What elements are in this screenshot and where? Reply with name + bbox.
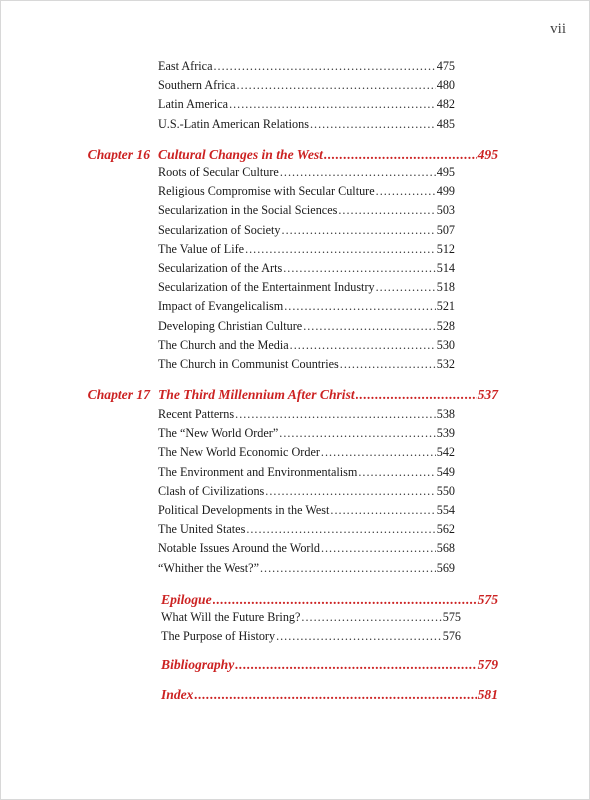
index-page: 581 [477,687,498,702]
toc-entry: “Whither the West?” ..... 569 [158,561,455,580]
toc-entry: The Environment and Environmentalism ..... 549 [158,465,455,484]
toc-entry: Secularization in the Social Sciences ..... 503 [158,203,455,222]
toc-entry: The Church and the Media ..... 530 [158,338,455,357]
chapter-16-label: Chapter 16 [87,147,150,162]
toc-entry: U.S.-Latin American Relations ..... 485 [158,117,455,136]
page-number: vii [550,21,566,37]
chapter-16-title: Cultural Changes in the West [158,147,323,162]
bibliography-heading [161,657,498,673]
toc-entry: Southern Africa ..... 480 [158,78,455,97]
chapter-17-label: Chapter 17 [87,387,150,402]
toc-entry: The Value of Life ..... 512 [158,242,455,261]
toc-entry: The New World Economic Order ..... 542 [158,445,455,464]
toc-entry: Developing Christian Culture ..... 528 [158,319,455,338]
toc-entry: Clash of Civilizations ..... 550 [158,484,455,503]
toc-entry: What Will the Future Bring? ..... 575 [161,610,461,629]
epilogue-heading [161,592,498,608]
chapter-16-entries [158,165,455,376]
toc-section-continuation [158,59,455,136]
bibliography-page: 579 [477,657,498,672]
bibliography-title: Bibliography [161,657,235,672]
epilogue-title: Epilogue [161,592,212,607]
toc-entry: The “New World Order” ..... 539 [158,426,455,445]
toc-entry: The United States ..... 562 [158,522,455,541]
index-title: Index [161,687,194,702]
toc-entry: Secularization of Society ..... 507 [158,223,455,242]
toc-entry: Latin America ..... 482 [158,97,455,116]
toc-entry: Notable Issues Around the World ..... 568 [158,541,455,560]
index-heading [161,687,498,703]
toc-entry: East Africa ..... 475 [158,59,455,78]
toc-entry: Recent Patterns ..... 538 [158,407,455,426]
toc-entry: Secularization of the Arts ..... 514 [158,261,455,280]
chapter-17-title: The Third Millennium After Christ [158,387,355,402]
chapter-16-heading [87,147,498,163]
toc-entry: The Purpose of History ..... 576 [161,629,461,648]
chapter-17-heading [87,387,498,403]
chapter-17-page: 537 [477,387,498,402]
chapter-16-page: 495 [477,147,498,162]
toc-entry: Roots of Secular Culture ..... 495 [158,165,455,184]
toc-entry: Religious Compromise with Secular Culture ..... 499 [158,184,455,203]
chapter-17-entries [158,407,455,580]
toc-entry: Secularization of the Entertainment Industry ..... 518 [158,280,455,299]
toc-entry: Political Developments in the West ..... 554 [158,503,455,522]
epilogue-page: 575 [477,592,498,607]
toc-entry: The Church in Communist Countries ..... 532 [158,357,455,376]
epilogue-entries [161,610,461,648]
toc-entry: Impact of Evangelicalism ..... 521 [158,299,455,318]
